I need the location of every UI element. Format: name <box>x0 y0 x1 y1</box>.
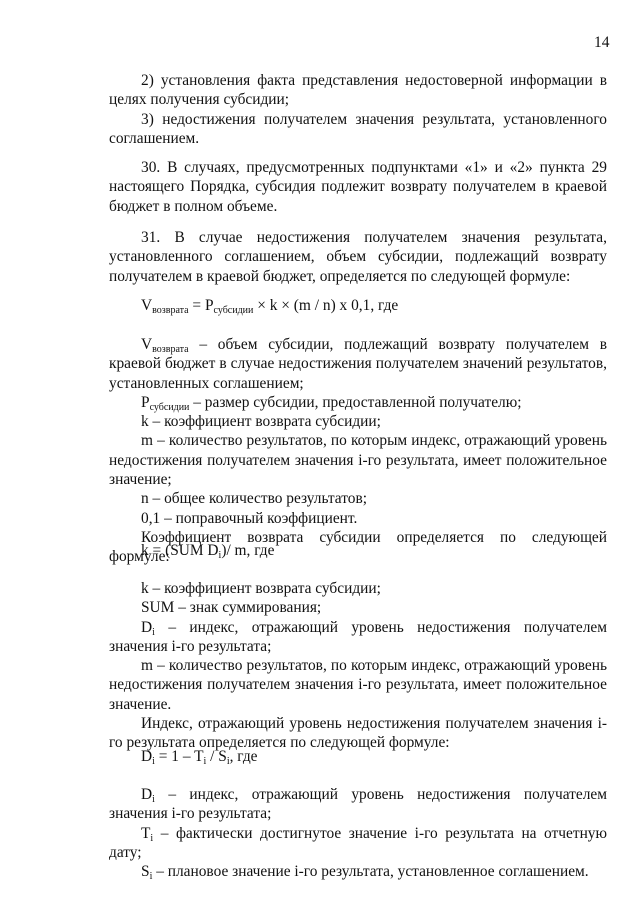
formula-refund <box>109 296 607 315</box>
def-p-symbol: P <box>141 393 150 411</box>
def3-t-text: – фактически достигнутое значение i-го результата на отчетную дату; <box>109 824 607 861</box>
def3-s <box>109 862 607 881</box>
def2-d-subscript: i <box>152 626 155 638</box>
def-n: n – общее количество результатов; <box>141 490 368 508</box>
def-v-refund <box>109 335 607 393</box>
definitions-2-block <box>109 579 607 753</box>
def2-d <box>109 618 607 657</box>
intro-formula-3: Индекс, отражающий уровень недостижения получателем значения i-го результата определяется по следующей формуле: <box>109 715 607 752</box>
formula-index <box>109 747 607 766</box>
formula2-pre: k = (SUM D <box>141 542 219 559</box>
def3-t <box>109 824 607 863</box>
formula3-d-subscript: i <box>152 756 155 767</box>
def-v-symbol: V <box>141 336 153 353</box>
formula3-t-subscript: i <box>203 756 207 767</box>
intro-formula-2: Коэффициент возврата субсидии определяется по следующей формуле: <box>109 528 607 566</box>
definitions-1-block <box>109 335 607 567</box>
page-number: 14 <box>594 34 610 51</box>
formula-3-block <box>109 747 607 766</box>
formula-coefficient <box>109 541 607 560</box>
list-item-3: 3) недостижения получателем значения результата, установленного соглашением. <box>109 110 607 147</box>
def-k: k – коэффициент возврата субсидии; <box>141 413 381 431</box>
clause-30: 30. В случаях, предусмотренных подпунктами «1» и «2» пункта 29 настоящего Порядка, субсидия подлежит возврату получателем в краевой бюджет в полном объеме. <box>109 159 607 215</box>
def3-s-symbol: S <box>141 863 150 881</box>
list-item-2: 2) установления факта представления недостоверной информации в целях получения субсидии; <box>109 72 607 109</box>
formula-eq: = <box>188 297 205 314</box>
formula3-post: , где <box>229 748 258 765</box>
def3-s-text: – плановое значение i-го результата, установленное соглашением. <box>152 863 589 881</box>
formula3-mid: = 1 – T <box>154 748 204 765</box>
def2-m: m – количество результатов, по которым индекс, отражающий уровень недостижения получателем значения i-го результата, имеет положительное значение. <box>109 657 607 713</box>
def-v-subscript: возврата <box>152 344 189 355</box>
def-p-subscript: субсидии <box>149 401 190 413</box>
def2-sum: SUM – знак суммирования; <box>141 599 322 617</box>
definitions-3-block <box>109 785 607 881</box>
def-p-subsidy <box>109 393 607 412</box>
formula2-subscript: i <box>218 550 222 561</box>
formula-1-block <box>109 296 607 315</box>
clause-31: 31. В случае недостижения получателем значения результата, установленного соглашением, объем субсидии, подлежащий возврату получателем в краевой бюджет, определяется по следующей формуле: <box>109 229 607 285</box>
formula-2-block <box>109 541 607 560</box>
formula-rest: × k × (m / n) x 0,1, где <box>253 297 399 314</box>
def-v-text: – объем субсидии, подлежащий возврату получателем в краевой бюджет в случае недостижения получателем значений результатов, установленных соглашением; <box>109 336 607 392</box>
formula-v-subscript: возврата <box>152 305 189 316</box>
def3-d-text: – индекс, отражающий уровень недостижения получателем значения i-го результата; <box>109 786 607 823</box>
def3-d-symbol: D <box>141 786 153 803</box>
clause-30-block <box>109 158 607 216</box>
def3-t-symbol: T <box>141 824 151 842</box>
def2-d-symbol: D <box>141 618 153 636</box>
formula-p: P <box>204 297 214 314</box>
list-items-block <box>109 71 607 148</box>
formula3-s-subscript: i <box>226 756 230 767</box>
def-p-text: – размер субсидии, предоставленной получателю; <box>189 393 522 411</box>
clause-31-block <box>109 228 607 286</box>
formula-v: V <box>141 297 153 314</box>
def2-d-text: – индекс, отражающий уровень недостижения получателем значения i-го результата; <box>109 618 607 655</box>
def3-d <box>109 785 607 824</box>
def-correction: 0,1 – поправочный коэффициент. <box>141 509 358 527</box>
formula3-d: D <box>141 748 153 765</box>
formula-p-subscript: субсидии <box>213 305 254 316</box>
def3-t-subscript: i <box>150 832 154 844</box>
def3-s-subscript: i <box>149 871 153 883</box>
def3-d-subscript: i <box>152 794 155 805</box>
formula2-post: )/ m, где <box>221 542 275 559</box>
def2-k: k – коэффициент возврата субсидии; <box>141 580 381 597</box>
def-m: m – количество результатов, по которым индекс, отражающий уровень недостижения получателем значения i-го результата, имеет положительное значение; <box>109 432 607 489</box>
formula3-slash: / S <box>206 748 227 765</box>
